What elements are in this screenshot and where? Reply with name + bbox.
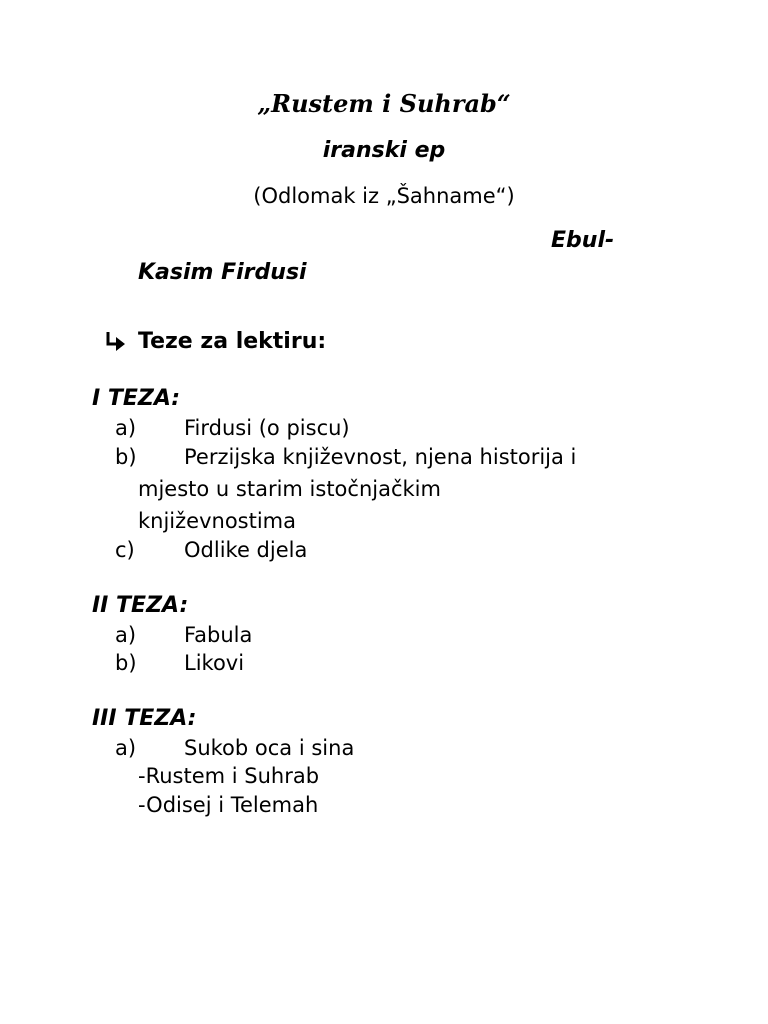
list-item-text: Likovi <box>184 651 245 675</box>
section-heading-2: II TEZA: <box>92 593 189 618</box>
section-heading-1: I TEZA: <box>92 386 181 411</box>
list-item-marker: b) <box>115 651 137 675</box>
list-item-text: Firdusi (o piscu) <box>184 416 350 440</box>
teze-heading: Teze za lektiru: <box>138 329 327 354</box>
list-item-continuation: -Rustem i Suhrab <box>138 764 320 788</box>
excerpt-note: (Odlomak iz „Šahname“) <box>253 184 515 208</box>
list-item-marker: a) <box>115 623 137 647</box>
section-heading-3: III TEZA: <box>92 706 197 731</box>
list-item-continuation: mjesto u starim istočnjačkim <box>138 477 441 501</box>
list-item-marker: a) <box>115 736 137 760</box>
list-item-text: Odlike djela <box>184 538 308 562</box>
list-item-text: Fabula <box>184 623 253 647</box>
document-subtitle: iranski ep <box>322 138 446 163</box>
list-item-continuation: -Odisej i Telemah <box>138 793 319 817</box>
arrow-icon <box>103 329 129 355</box>
list-item-text: Sukob oca i sina <box>184 736 355 760</box>
list-item-marker: c) <box>115 538 135 562</box>
author-name-line-2: Kasim Firdusi <box>138 260 307 285</box>
list-item-marker: a) <box>115 416 137 440</box>
list-item-continuation: književnostima <box>138 509 297 533</box>
list-item-marker: b) <box>115 445 137 469</box>
list-item-text: Perzijska književnost, njena historija i <box>184 445 577 469</box>
author-name-line-1: Ebul- <box>551 228 615 253</box>
document-title: „Rustem i Suhrab“ <box>257 89 511 118</box>
